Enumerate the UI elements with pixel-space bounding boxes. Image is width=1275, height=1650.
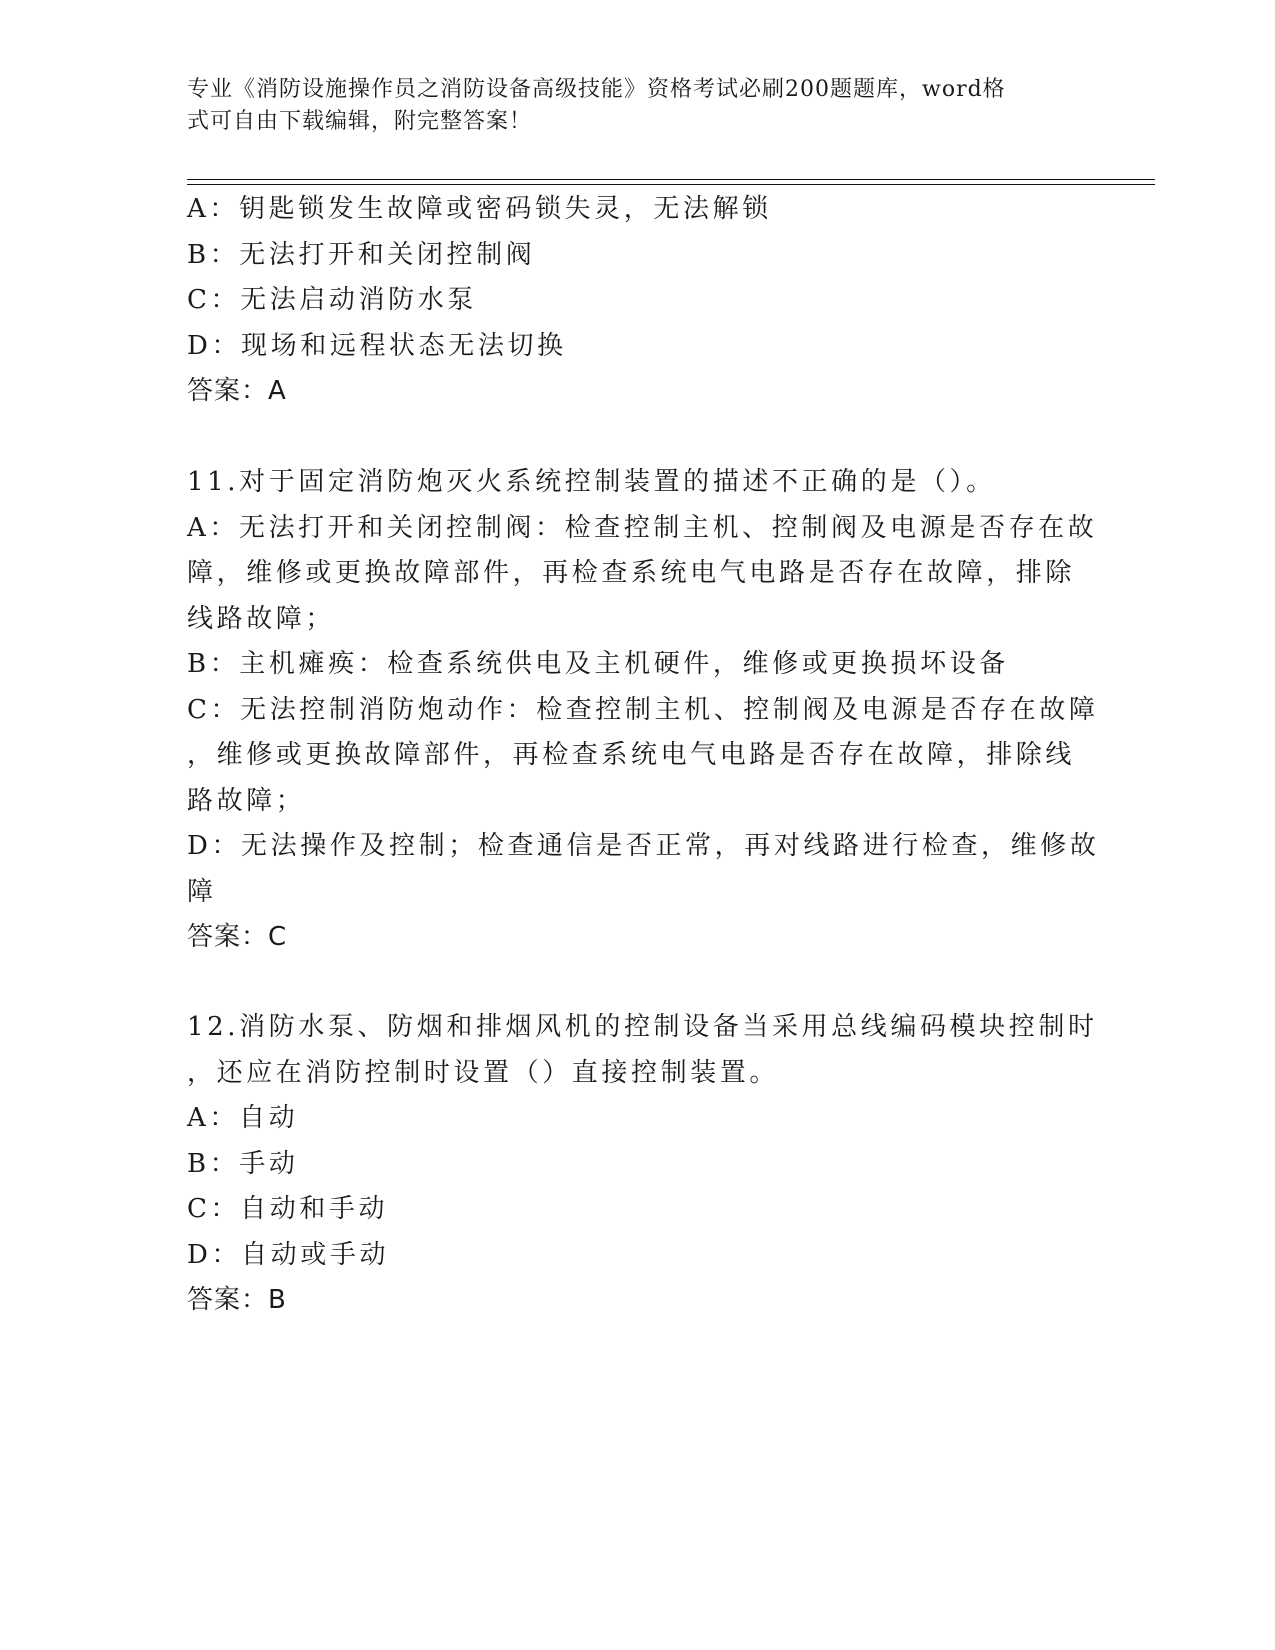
- answer: 答案：A: [187, 376, 287, 406]
- option-a: A：钥匙锁发生故障或密码锁失灵，无法解锁: [187, 194, 772, 224]
- answer: 答案：B: [187, 1285, 287, 1315]
- question-12: [187, 1005, 1098, 1324]
- option-a-cont: 障，维修或更换故障部件，再检查系统电气电路是否存在故障，排除: [187, 558, 1076, 588]
- header-divider-bottom: [187, 184, 1155, 185]
- option-c: C：自动和手动: [187, 1194, 389, 1224]
- option-b: B：无法打开和关闭控制阀: [187, 239, 536, 270]
- option-c-cont: ，维修或更换故障部件，再检查系统电气电路是否存在故障，排除线: [187, 740, 1076, 770]
- option-b: B：主机瘫痪：检查系统供电及主机硬件，维修或更换损坏设备: [187, 649, 1009, 679]
- header-line: 式可自由下载编辑，附完整答案！: [187, 109, 533, 134]
- question-text: 12.消防水泵、防烟和排烟风机的控制设备当采用总线编码模块控制时: [187, 1012, 1098, 1042]
- option-a: A：自动: [187, 1103, 299, 1133]
- header-line: 专业《消防设施操作员之消防设备高级技能》资格考试必刷200题题库，word格: [187, 77, 1006, 102]
- document-header: [187, 74, 1067, 138]
- option-d-cont: 障: [187, 876, 217, 907]
- question-11: [187, 460, 1100, 961]
- option-c: C：无法控制消防炮动作：检查控制主机、控制阀及电源是否存在故障: [187, 694, 1099, 725]
- option-c-cont: 路故障；: [187, 785, 306, 816]
- question-text: 11.对于固定消防炮灭火系统控制装置的描述不正确的是（）。: [187, 467, 996, 497]
- option-d: D：自动或手动: [187, 1239, 390, 1270]
- question-text-cont: ，还应在消防控制时设置（）直接控制装置。: [187, 1057, 780, 1088]
- header-divider-top: [187, 179, 1155, 180]
- option-b: B：手动: [187, 1148, 299, 1179]
- option-a-cont: 线路故障；: [187, 603, 336, 634]
- answer: 答案：C: [187, 922, 288, 952]
- option-a: A：无法打开和关闭控制阀：检查控制主机、控制阀及电源是否存在故: [187, 512, 1098, 543]
- option-d: D：现场和远程状态无法切换: [187, 330, 567, 361]
- option-c: C：无法启动消防水泵: [187, 285, 477, 315]
- option-d: D：无法操作及控制；检查通信是否正常，再对线路进行检查，维修故: [187, 831, 1100, 861]
- question-10-continuation: [187, 187, 1077, 415]
